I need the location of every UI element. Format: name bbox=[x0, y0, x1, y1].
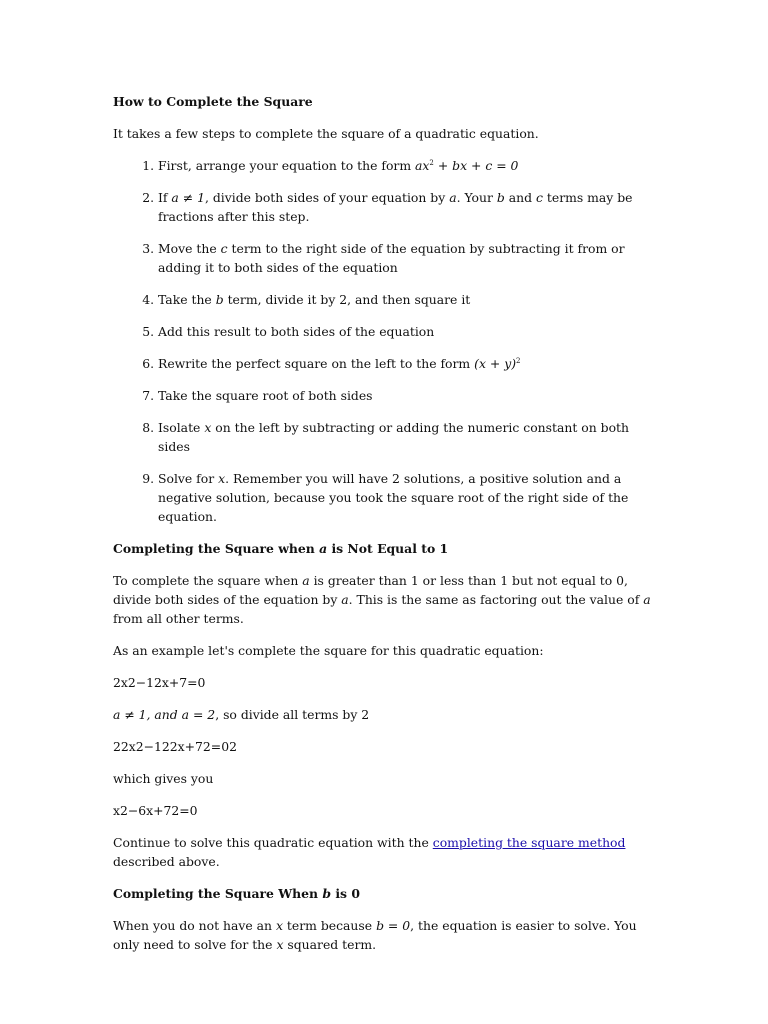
steps-list bbox=[113, 156, 663, 526]
section-heading-a-not-equal-1: Completing the Square when a is Not Equal to 1 bbox=[113, 541, 449, 556]
equation-3: x2−6x+72=0 bbox=[113, 803, 198, 818]
list-item-step-7: 7. Take the square root of both sides bbox=[158, 386, 663, 405]
intro-paragraph: It takes a few steps to complete the square of a quadratic equation. bbox=[113, 126, 539, 141]
list-item-step-1: 1. First, arrange your equation to the form $ax^2$ + bx + c = 0 bbox=[158, 156, 663, 175]
list-item-step-5: 5. Add this result to both sides of the equation bbox=[158, 322, 663, 341]
list-item-step-8: 8. Isolate x on the left by subtracting or adding the numeric constant on both sides bbox=[158, 418, 663, 456]
section-heading-b-is-0: Completing the Square When b is 0 bbox=[113, 886, 360, 901]
section-heading-how-to: How to Complete the Square bbox=[113, 94, 313, 109]
paragraph-a-explanation: To complete the square when a is greater than 1 or less than 1 but not equal to 0, divide both sides of the equation by a. This is the same as factoring out the value of a from all other terms. bbox=[113, 573, 651, 626]
list-item-step-9: 9. Solve for x. Remember you will have 2 solutions, a positive solution and a negative solution, because you took the square root of the right side of the equation. bbox=[158, 469, 663, 526]
list-item-step-4: 4. Take the b term, divide it by 2, and then square it bbox=[158, 290, 663, 309]
list-item-step-3: 3. Move the c term to the right side of the equation by subtracting it from or adding it to both sides of the equation bbox=[158, 239, 663, 277]
list-item-step-2: 2. If a ≠ 1, divide both sides of your equation by a. Your b and c terms may be fractions after this step. bbox=[158, 188, 663, 226]
document-content bbox=[113, 92, 663, 967]
paragraph-b-zero: When you do not have an x term because b = 0, the equation is easier to solve. You only need to solve for the x squared term. bbox=[113, 918, 637, 952]
paragraph-condition: a ≠ 1, and a = 2, so divide all terms by 2 bbox=[113, 707, 370, 722]
list-item-step-6: 6. Rewrite the perfect square on the left to the form $(x + y)^2$ bbox=[158, 354, 663, 373]
paragraph-example-intro: As an example let's complete the square for this quadratic equation: bbox=[113, 643, 544, 658]
equation-2: 22x2−122x+72=02 bbox=[113, 739, 237, 754]
completing-square-method-link[interactable]: completing the square method bbox=[432, 835, 626, 850]
equation-1: 2x2−12x+7=0 bbox=[113, 675, 206, 690]
paragraph-which-gives: which gives you bbox=[113, 771, 214, 786]
paragraph-continue: Continue to solve this quadratic equation with the completing the square method described above. bbox=[113, 835, 626, 869]
